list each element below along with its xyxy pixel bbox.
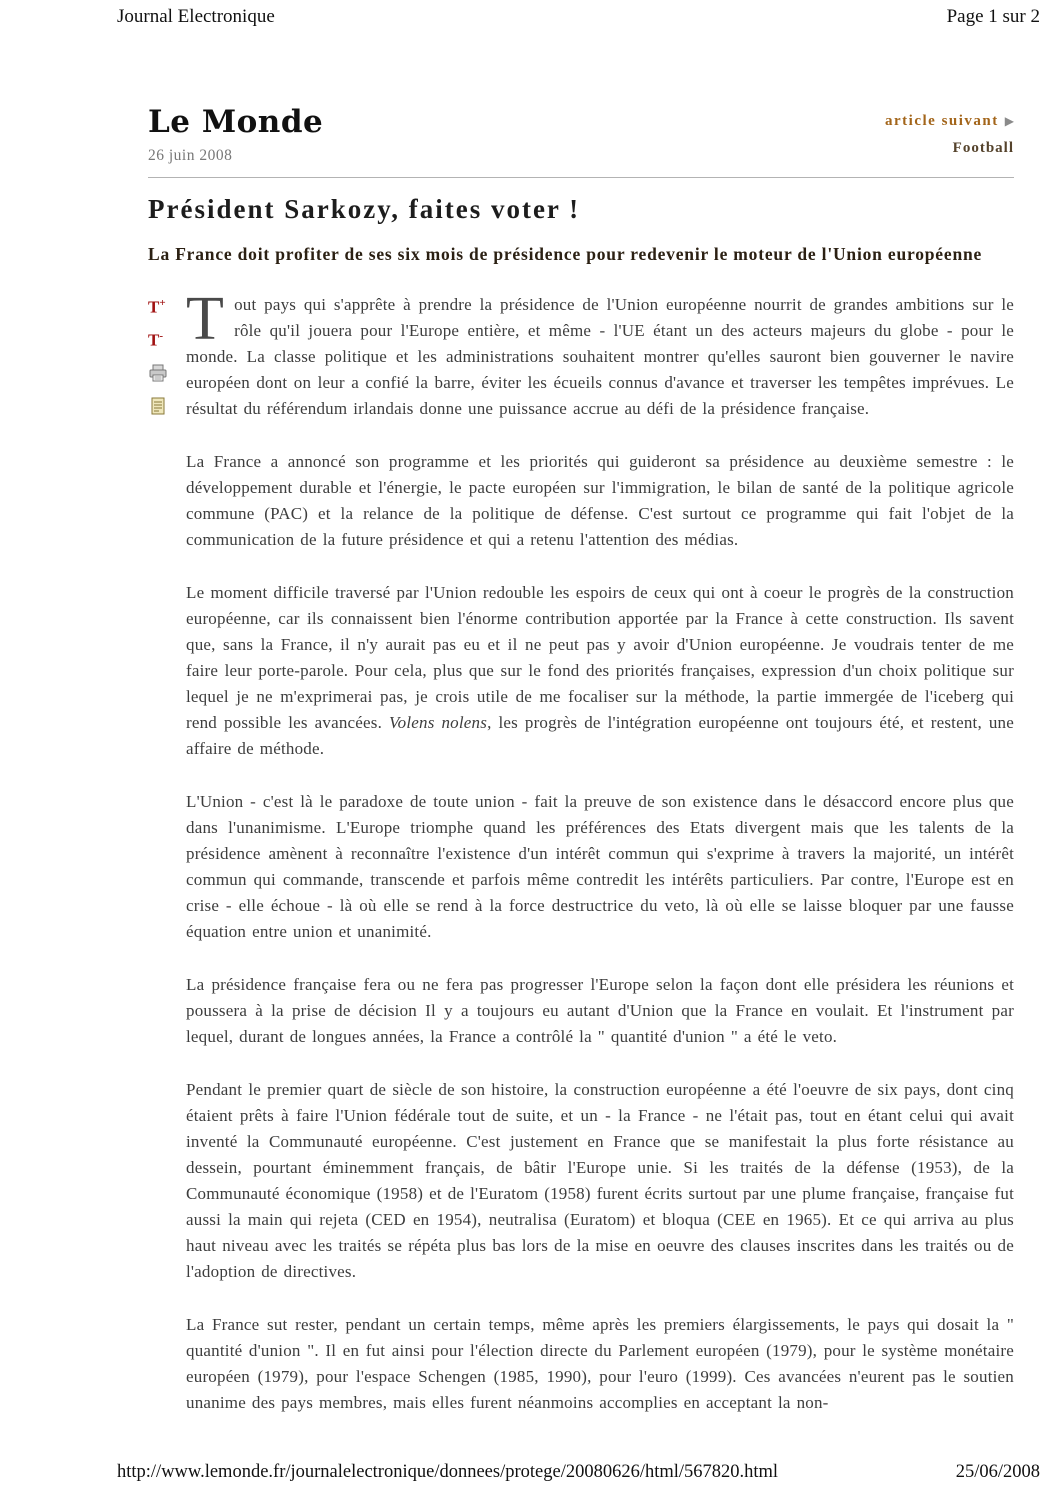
print-header-title: Journal Electronique: [117, 6, 275, 27]
document-button[interactable]: [148, 395, 170, 417]
article-paragraph: La présidence française fera ou ne fera pas progresser l'Europe selon la façon dont elle présidera les réunions et poussera à la prise de décision Il y a toujours eu autant d'Union que la France en voulait. Et l'instrument par lequel, durant de longues années, la France a contrôlé la " quantité d'union " a été le veto.: [186, 975, 1014, 1047]
next-article-label: article suivant: [885, 113, 999, 129]
article-title: Président Sarkozy, faites voter !: [148, 194, 581, 224]
article-grid: [148, 285, 1014, 1443]
next-article-link[interactable]: [885, 113, 1014, 130]
article-body: [186, 285, 1014, 1443]
print-header-page-number: Page 1 sur 2: [946, 6, 1040, 27]
article-subtitle: La France doit profiter de ses six mois de présidence pour redevenir le moteur de l'Union européenne: [148, 244, 983, 264]
print-button[interactable]: [148, 362, 170, 384]
next-article-arrow-icon: ▶: [1004, 114, 1014, 128]
masthead-divider: [148, 177, 1014, 178]
article-paragraph: Pendant le premier quart de siècle de son histoire, la construction européenne a été l'oeuvre de six pays, dont cinq étaient prêts à faire l'Union fédérale tout de suite, et un - la France - ne l'était pas, tout en étant celui qui avait inventé la Communauté européenne. C'est justement en France que se manifestait la plus forte résistance au dessein, pourtant éminemment français, de bâtir l'Europe unie. Si les traités de la défense (1953), de la Communauté économique (1958) et de l'Euratom (1958) furent écrits surtout par une plume française, française fut aussi la main qui rejeta (CED en 1954), neutralisa (Euratom) et bloqua (CEE en 1965). Et ce qui arriva au plus haut niveau avec les traités se répéta plus bas lors de la mise en oeuvre des clauses inscrites dans les traités ou de l'adoption de directives.: [186, 1080, 1014, 1282]
edition-date: 26 juin 2008: [148, 147, 233, 164]
increase-text-button[interactable]: [148, 296, 170, 318]
document-icon: [148, 396, 168, 416]
dropcap: T: [186, 285, 225, 354]
print-footer: [0, 1462, 1058, 1497]
increase-text-icon: T+: [148, 297, 166, 317]
article-paragraph: La France sut rester, pendant un certain temps, même après les premiers élargissements, le pays qui dosait la " quantité d'union ". Il en fut ainsi pour l'élection directe du Parlement européen (1979), pour le système monétaire européen (1979), pour l'espace Schengen (1985, 1990), pour l'euro (1999). Ces avancées n'eurent pas le soutien unanime des pays membres, mais elles furent néanmoins accomplies en acceptant la non-: [186, 1315, 1014, 1413]
decrease-text-icon: T-: [148, 330, 164, 350]
article-paragraph: Tout pays qui s'apprête à prendre la présidence de l'Union européenne nourrit de grandes ambitions sur le rôle qu'il jouera pour l'Europe entière, et même - l'UE étant un des acteurs majeurs du globe - pour le monde. La classe politique et les administrations souhaitent montrer qu'elles sauront bien gouverner le navire européen dont on leur a confié la barre, éviter les écueils connus d'avance et traverser les tempêtes imprévues. Le résultat du référendum irlandais donne une puissance accrue au défi de la présidence française.: [186, 285, 1014, 419]
lemonde-logo: Le Monde: [148, 104, 324, 140]
article-toolbar: [148, 292, 186, 1443]
source-url: http://www.lemonde.fr/journalelectronique/donnees/protege/20080626/html/567820.html: [117, 1462, 779, 1482]
decrease-text-button[interactable]: [148, 329, 170, 351]
article-content: [148, 28, 1014, 1443]
masthead: [148, 104, 1014, 165]
article-paragraph: La France a annoncé son programme et les priorités qui guideront sa présidence au deuxième semestre : le développement durable et l'énergie, le pacte européen sur l'immigration, le bilan de santé de la politique agricole commune (PAC) et la relance de la politique de défense. C'est surtout ce programme qui fait l'objet de la communication de la future présidence et qui a retenu l'attention des médias.: [186, 452, 1014, 550]
section-label: Football: [952, 140, 1014, 156]
print-header: [0, 0, 1058, 28]
masthead-left: [148, 104, 323, 165]
printer-icon: [148, 363, 168, 383]
article-paragraph: L'Union - c'est là le paradoxe de toute union - fait la preuve de son existence dans le désaccord encore plus que dans l'unanimisme. L'Europe triomphe quand les préférences des Etats divergent mais que les talents de la présidence amènent à reconnaître l'existence d'un intérêt commun qui s'exprime à travers la majorité, un intérêt commun qui commande, transcende et parfois même contredit les intérêts particuliers. Par contre, l'Europe est en crise - elle échoue - là où elle se rend à la force destructrice du veto, là où elle se laisse bloquer par une fausse équation entre union et unanimité.: [186, 792, 1014, 942]
masthead-right: [885, 104, 1014, 157]
article-paragraph: Le moment difficile traversé par l'Union redouble les espoirs de ceux qui ont à coeur le progrès de la construction européenne, car ils connaissent bien l'énorme contribution apportée par la France à cette construction. Ils savent que, sans la France, il n'y aurait pas eu et il ne peut pas y avoir d'Union européenne. Je voudrais tenter de me faire leur porte-parole. Pour cela, plus que sur le fond des priorités françaises, expression d'un choix politique sur lequel je ne m'exprimerai pas, je crois utile de me focaliser sur la méthode, la partie immergée de l'iceberg qui rend possible les avancées. Volens nolens, les progrès de l'intégration européenne ont toujours été, et restent, une affaire de méthode.: [186, 583, 1014, 759]
print-date: 25/06/2008: [955, 1462, 1040, 1482]
